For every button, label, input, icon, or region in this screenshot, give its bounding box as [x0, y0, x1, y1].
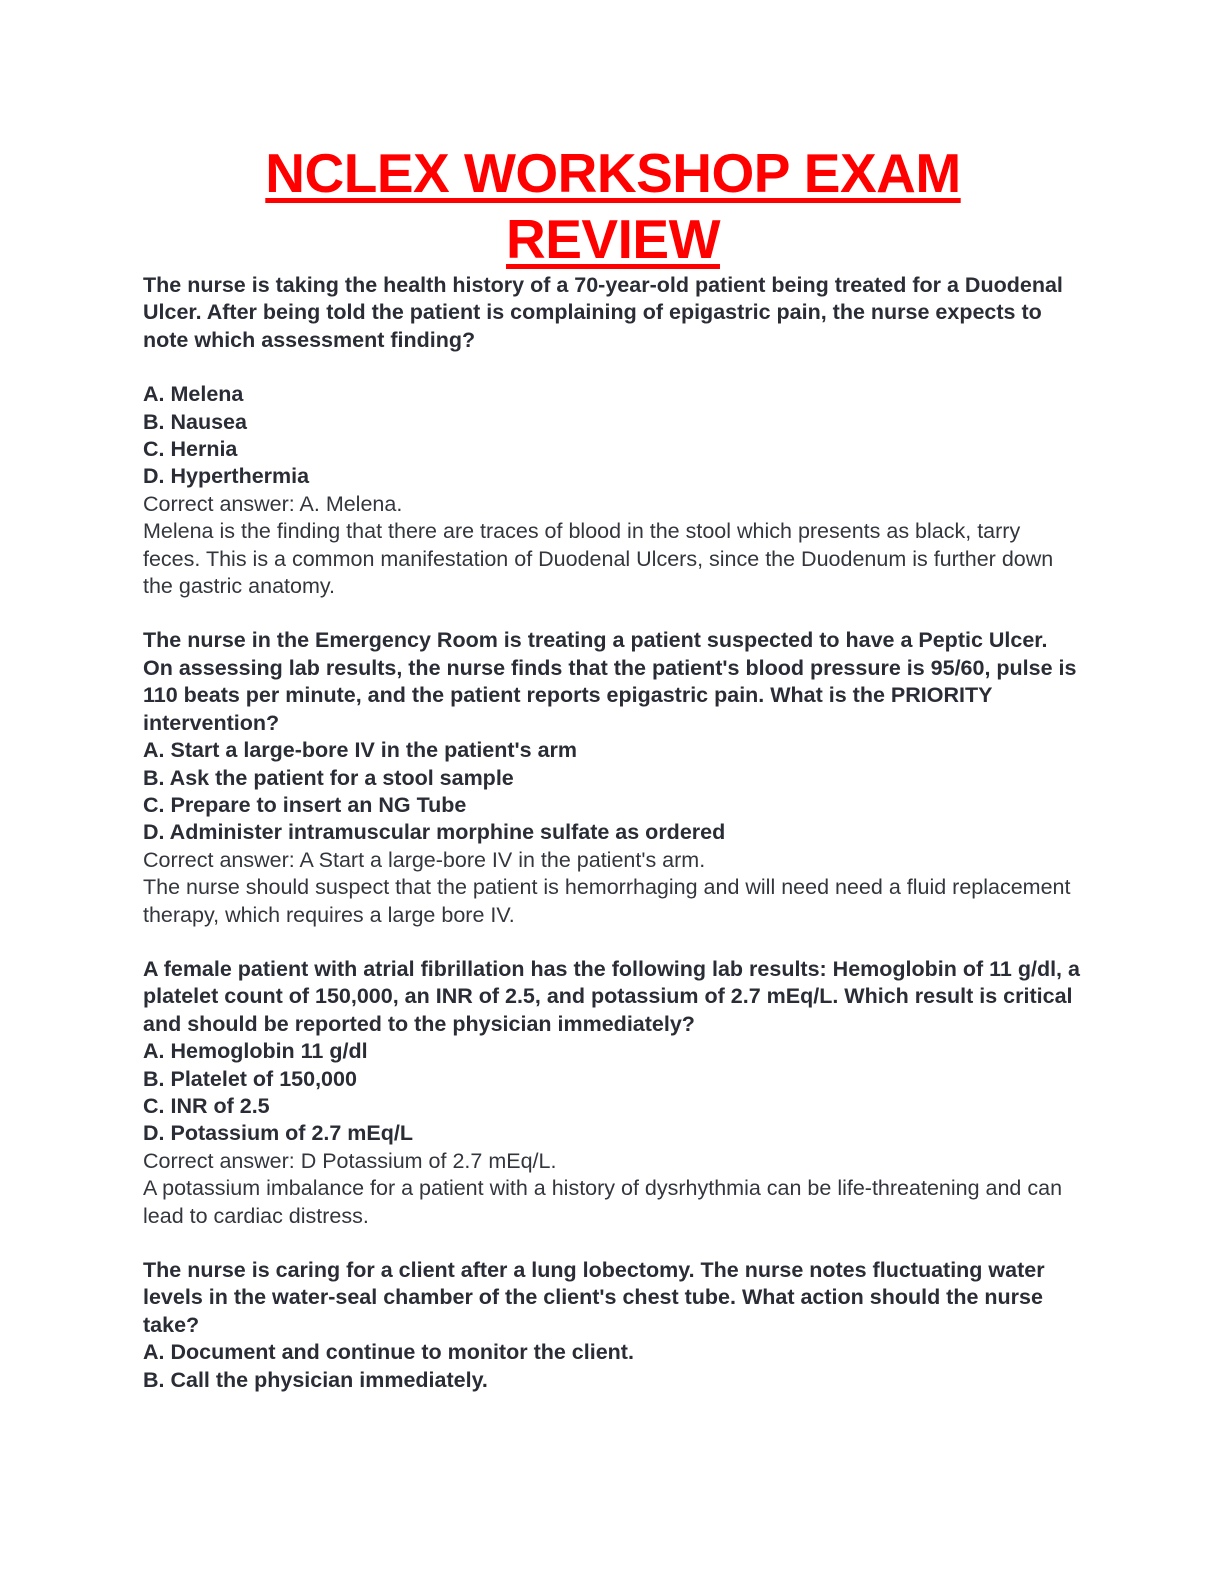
option-b: B. Ask the patient for a stool sample [143, 765, 514, 790]
correct-answer: Correct answer: A Start a large-bore IV in the patient's arm. [143, 847, 706, 872]
question-stem: The nurse is caring for a client after a lung lobectomy. The nurse notes fluctuating water levels in the water-seal chamber of the client's chest tube. What action should the nurse take? [143, 1258, 1045, 1337]
option-d: D. Potassium of 2.7 mEq/L [143, 1121, 413, 1146]
explanation: Melena is the finding that there are traces of blood in the stool which presents as black, tarry feces. This is a common manifestation of Duodenal Ulcers, since the Duodenum is further down the gastric anatomy. [143, 519, 1054, 599]
question-stem: The nurse in the Emergency Room is treating a patient suspected to have a Peptic Ulcer. On assessing lab results, the nurse finds that the patient's blood pressure is 95/60, pulse is 110 beats per minute, and the patient reports epigastric pain. What is the PRIORITY intervention? [143, 628, 1077, 735]
option-a: A. Document and continue to monitor the client. [143, 1340, 634, 1365]
option-b: B. Nausea [143, 409, 247, 434]
option-a: A. Melena [143, 382, 244, 407]
option-a: A. Start a large-bore IV in the patient's arm [143, 738, 578, 763]
option-d: D. Hyperthermia [143, 464, 310, 489]
explanation: A potassium imbalance for a patient with a history of dysrhythmia can be life-threatening and can lead to cardiac distress. [143, 1176, 1063, 1228]
question-3 [143, 956, 1083, 1230]
title-line-1: NCLEX WORKSHOP EXAM [265, 142, 961, 204]
option-c: C. INR of 2.5 [143, 1093, 270, 1118]
correct-answer: Correct answer: D Potassium of 2.7 mEq/L. [143, 1148, 557, 1173]
document-title [143, 140, 1083, 272]
question-stem: The nurse is taking the health history of a 70-year-old patient being treated for a Duodenal Ulcer. After being told the patient is complaining of epigastric pain, the nurse expects to note which assessment finding? [143, 273, 1063, 352]
option-c: C. Hernia [143, 437, 238, 462]
question-2 [143, 627, 1083, 928]
question-4 [143, 1257, 1083, 1394]
correct-answer: Correct answer: A. Melena. [143, 491, 403, 516]
question-stem: A female patient with atrial fibrillation has the following lab results: Hemoglobin of 11 g/dl, a platelet count of 150,000, an INR of 2.5, and potassium of 2.7 mEq/L. Which result is critical and should be reported to the physician immediately? [143, 956, 1080, 1036]
title-line-2: REVIEW [506, 208, 720, 270]
explanation: The nurse should suspect that the patient is hemorrhaging and will need need a fluid replacement therapy, which requires a large bore IV. [143, 875, 1071, 927]
option-c: C. Prepare to insert an NG Tube [143, 792, 467, 817]
option-d: D. Administer intramuscular morphine sulfate as ordered [143, 820, 726, 845]
document-page [143, 140, 1083, 1421]
option-b: B. Platelet of 150,000 [143, 1066, 357, 1091]
question-1 [143, 272, 1083, 600]
option-a: A. Hemoglobin 11 g/dl [143, 1039, 368, 1064]
option-b: B. Call the physician immediately. [143, 1367, 488, 1392]
